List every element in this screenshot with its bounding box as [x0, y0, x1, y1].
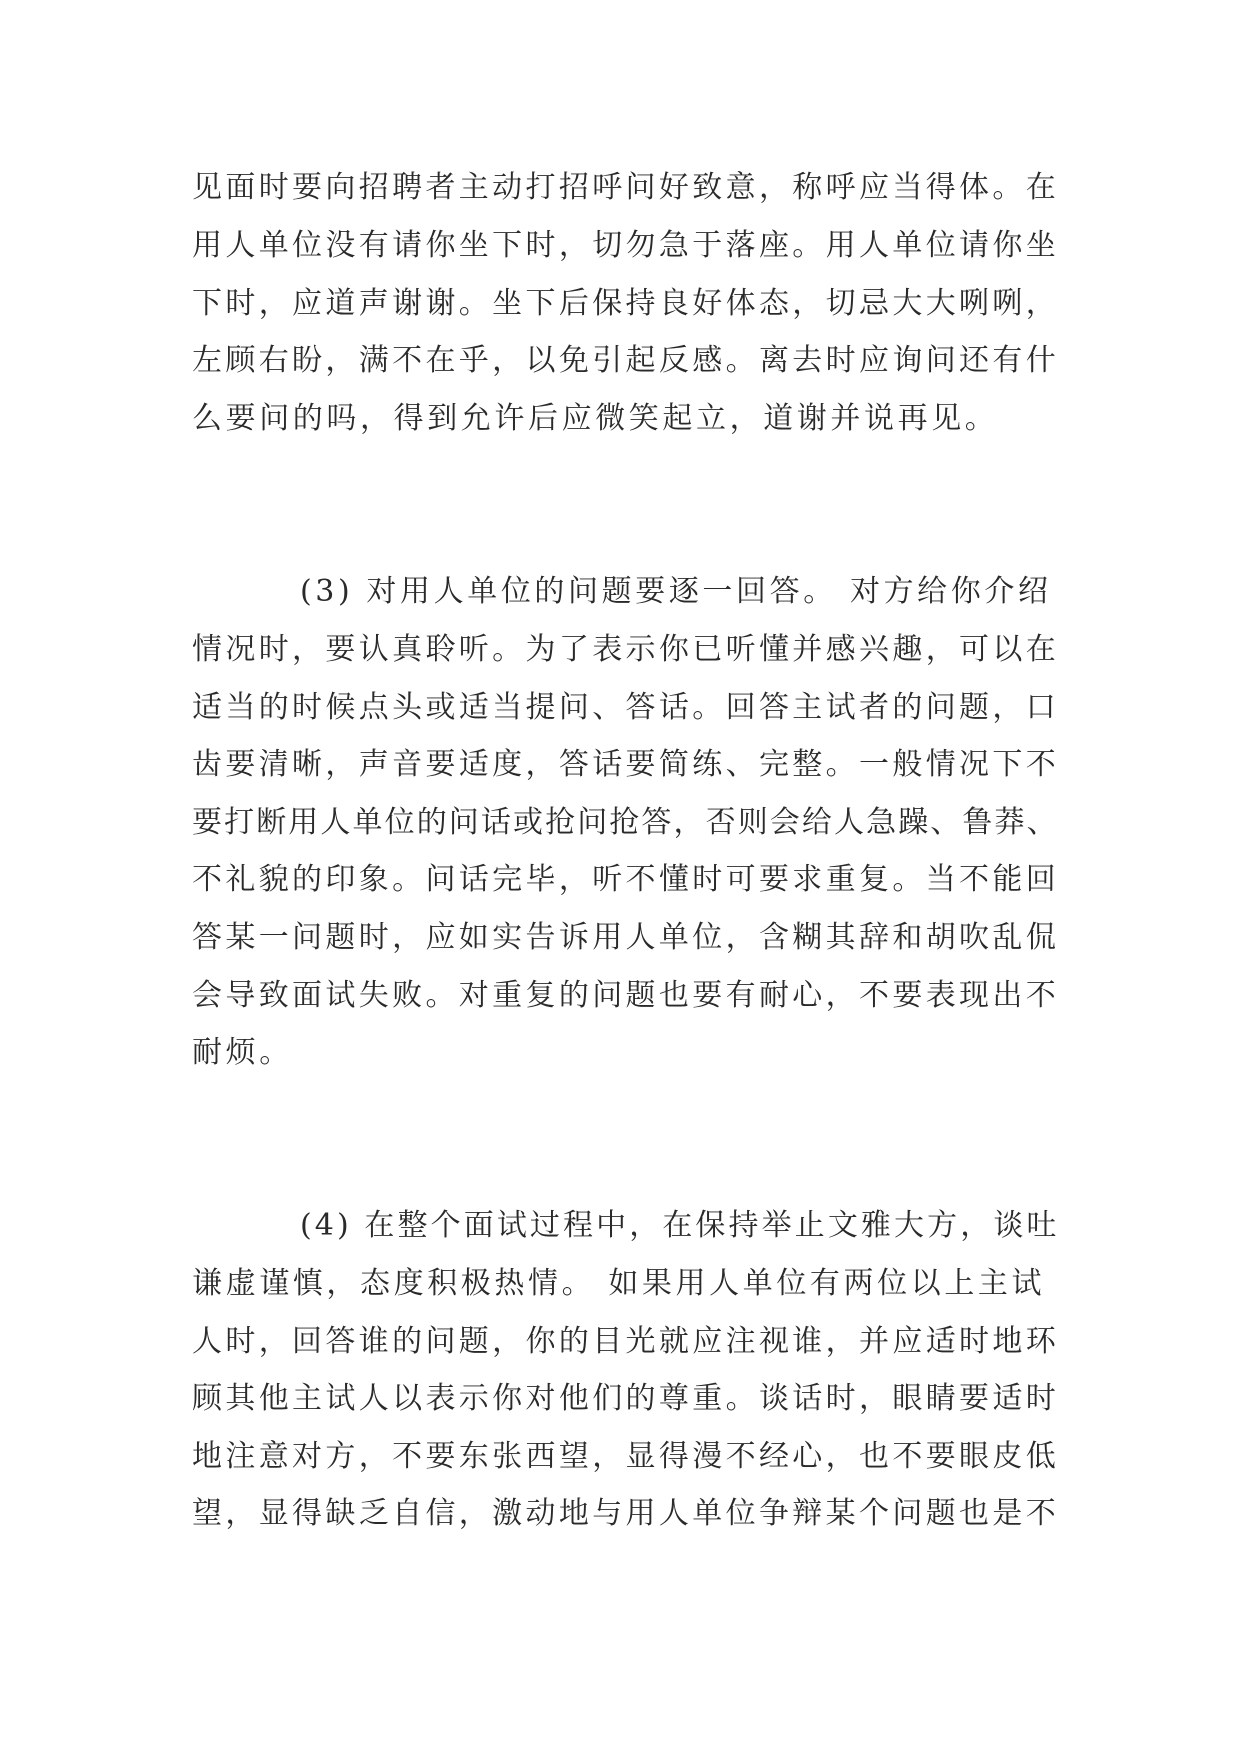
- text-line: 谦虚谨慎，态度积极热情。 如果用人单位有两位以上主试: [192, 1266, 1046, 1301]
- text-line: (3) 对用人单位的问题要逐一回答。 对方给你介绍: [300, 574, 1052, 609]
- text-line: 答某一问题时，应如实告诉用人单位，含糊其辞和胡吹乱侃: [192, 920, 1060, 955]
- text-line: 耐烦。: [192, 1035, 293, 1070]
- text-line: 下时，应道声谢谢。坐下后保持良好体态，切忌大大咧咧，: [192, 286, 1060, 321]
- text-line: 适当的时候点头或适当提问、答话。回答主试者的问题，口: [192, 690, 1060, 725]
- text-line: 望，显得缺乏自信，激动地与用人单位争辩某个问题也是不: [192, 1496, 1060, 1531]
- text-line: 情况时，要认真聆听。为了表示你已听懂并感兴趣，可以在: [192, 632, 1060, 667]
- text-line: 见面时要向招聘者主动打招呼问好致意，称呼应当得体。在: [192, 170, 1060, 205]
- text-line: 地注意对方，不要东张西望，显得漫不经心，也不要眼皮低: [192, 1439, 1060, 1474]
- text-line: 左顾右盼，满不在乎，以免引起反感。离去时应询问还有什: [192, 343, 1060, 378]
- text-line: 会导致面试失败。对重复的问题也要有耐心，不要表现出不: [192, 978, 1060, 1013]
- text-line: 么要问的吗，得到允许后应微笑起立，道谢并说再见。: [192, 401, 999, 436]
- text-line: 要打断用人单位的问话或抢问抢答，否则会给人急躁、鲁莽、: [192, 805, 1059, 840]
- text-line: 齿要清晰，声音要适度，答话要简练、完整。一般情况下不: [192, 747, 1060, 782]
- text-line: 用人单位没有请你坐下时，切勿急于落座。用人单位请你坐: [192, 228, 1060, 263]
- text-line: (4) 在整个面试过程中，在保持举止文雅大方，谈吐: [300, 1208, 1060, 1243]
- text-line: 不礼貌的印象。问话完毕，听不懂时可要求重复。当不能回: [192, 862, 1060, 897]
- text-line: 人时，回答谁的问题，你的目光就应注视谁，并应适时地环: [192, 1324, 1060, 1359]
- text-line: 顾其他主试人以表示你对他们的尊重。谈话时，眼睛要适时: [192, 1381, 1060, 1416]
